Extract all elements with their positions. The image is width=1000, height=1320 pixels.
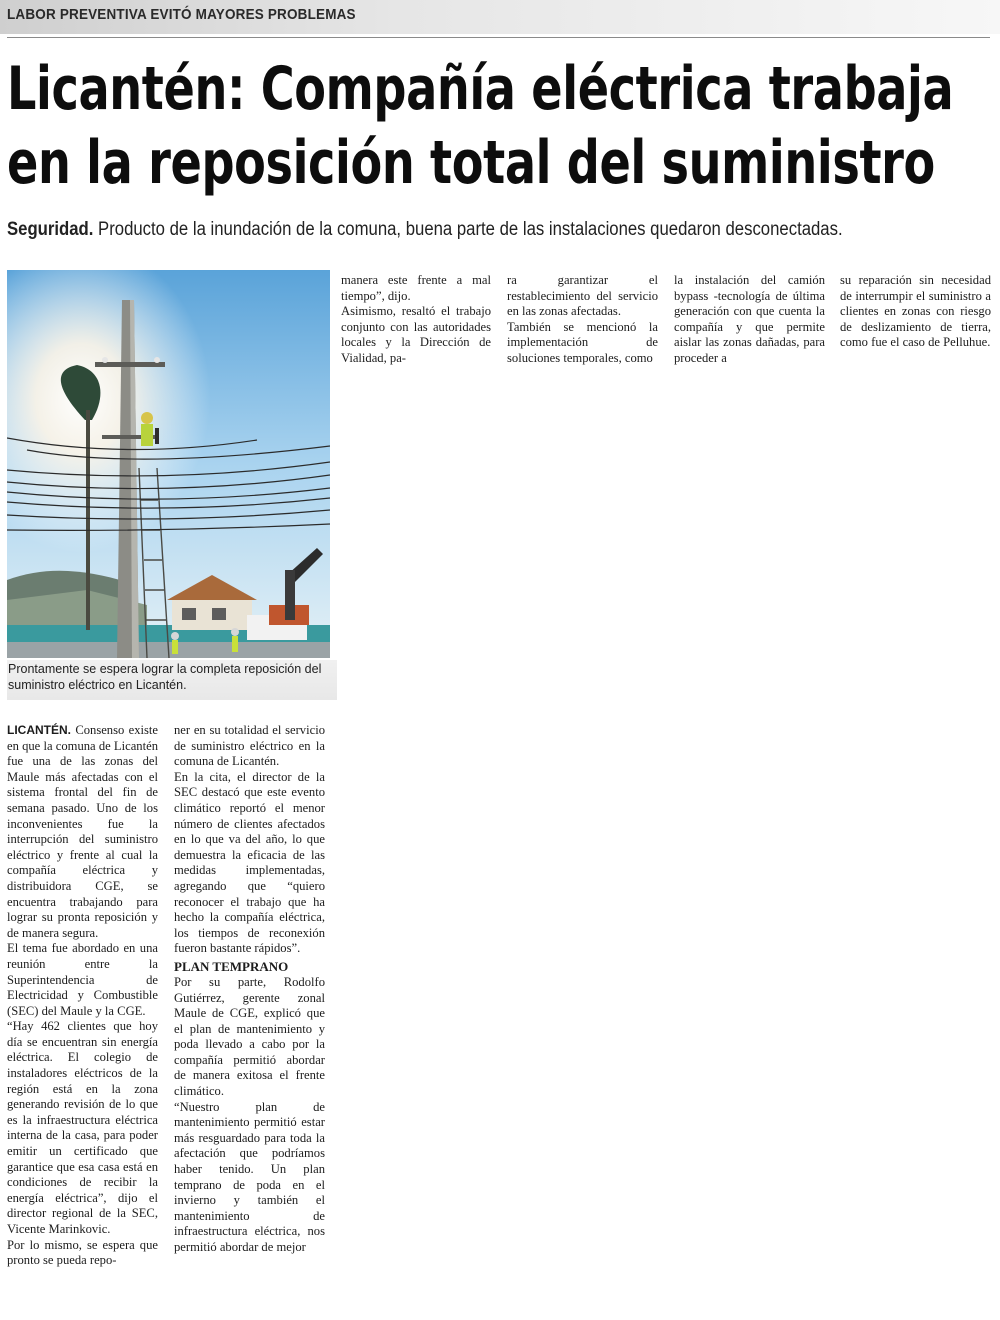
col2-paragraph-4: “Nuestro plan de mantenimiento permitió estar más resguardado para toda la afectación que podríamos haber tenido. Un plan temprano de poda en el invierno y también el mantenimiento de infraestructura eléctrica, nos permitió abordar de mejor	[174, 1099, 325, 1254]
headline-line-2: en la reposición total del suministro	[7, 128, 935, 198]
header-rule	[7, 37, 990, 38]
section-bar	[0, 0, 1000, 34]
subhead-text: Producto de la inundación de la comuna, buena parte de las instalaciones quedaron desconectadas.	[93, 219, 843, 240]
col1-paragraph-2: El tema fue abordado en una reunión entre la Superintendencia de Electricidad y Combustible (SEC) del Maule y la CGE.	[7, 941, 158, 1018]
article-column-3	[341, 273, 491, 367]
article-column-5	[674, 273, 825, 367]
caption-text: Prontamente se espera lograr la completa reposición del suministro eléctrico en Licantén.	[8, 662, 322, 692]
subheadline	[7, 219, 1000, 241]
col4-paragraph-2: También se mencionó la implementación de soluciones temporales, como	[507, 319, 658, 365]
article-column-4	[507, 273, 658, 367]
col4-paragraph-1: ra garantizar el restablecimiento del servicio en las zonas afectadas.	[507, 273, 658, 319]
article-column-2	[174, 723, 325, 1256]
headline	[7, 52, 1000, 200]
col1-paragraph-1: Consenso existe en que la comuna de Licantén fue una de las zonas del Maule más afectadas con el sistema frontal del fin de semana pasado. Uno de los inconvenientes fue la interrupción del suministro eléctrico y frente al cual la compañía eléctrica y distribuidora CGE, se encuentra trabajando para lograr su pronta reposición y de manera segura.	[7, 723, 158, 940]
article-column-6	[840, 273, 991, 351]
dateline: LICANTÉN.	[7, 723, 71, 737]
subhead-lead: Seguridad.	[7, 219, 94, 240]
col2-paragraph-1: ner en su totalidad el servicio de suministro eléctrico en la comuna de Licantén.	[174, 723, 325, 769]
headline-line-1: Licantén: Compañía eléctrica trabaja	[7, 54, 954, 124]
article-photo	[7, 270, 330, 658]
kicker: LABOR PREVENTIVA EVITÓ MAYORES PROBLEMAS	[7, 6, 356, 23]
col5-paragraph-1: la instalación del camión bypass -tecnología de última generación con que cuenta la compañía y que permite aislar las zonas dañadas, para proceder a	[674, 273, 825, 365]
section-heading: PLAN TEMPRANO	[174, 958, 289, 974]
article-column-1	[7, 723, 158, 1269]
col6-paragraph-1: su reparación sin necesidad de interrumpir el suministro a clientes en zonas con riesgo de deslizamiento de tierra, como fue el caso de Pelluhue.	[840, 273, 991, 350]
col2-paragraph-3: Por su parte, Rodolfo Gutiérrez, gerente zonal Maule de CGE, explicó que el plan de mantenimiento y poda llevado a cabo por la compañía permitió abordar de manera exitosa el frente climático.	[174, 974, 325, 1099]
col1-paragraph-4: Por lo mismo, se espera que pronto se pueda repo-	[7, 1237, 158, 1268]
col3-paragraph-1: manera este frente a mal tiempo”, dijo.	[341, 273, 491, 303]
col3-paragraph-2: Asimismo, resaltó el trabajo conjunto con las autoridades locales y la Dirección de Vialidad, pa-	[341, 304, 491, 365]
col1-paragraph-3: “Hay 462 clientes que hoy día se encuentran sin energía eléctrica. El colegio de instaladores eléctricos de la región está en la zona generando revisión de lo que es la infraestructura eléctrica interna de la casa, para poder emitir un certificado que garantice que esa casa está en condiciones de recibir la energía eléctrica”, dijo el director regional de la SEC, Vicente Marinkovic.	[7, 1019, 158, 1236]
col2-paragraph-2: En la cita, el director de la SEC destacó que este evento climático reportó el menor número de clientes afectados en lo que va del año, lo que demuestra la eficacia de las medidas implementadas, agregando que “quiero reconocer el trabajo que ha hecho la compañía eléctrica, los tiempos de reconexión fueron bastante rápidos”.	[174, 769, 325, 956]
photo-caption	[7, 660, 337, 700]
